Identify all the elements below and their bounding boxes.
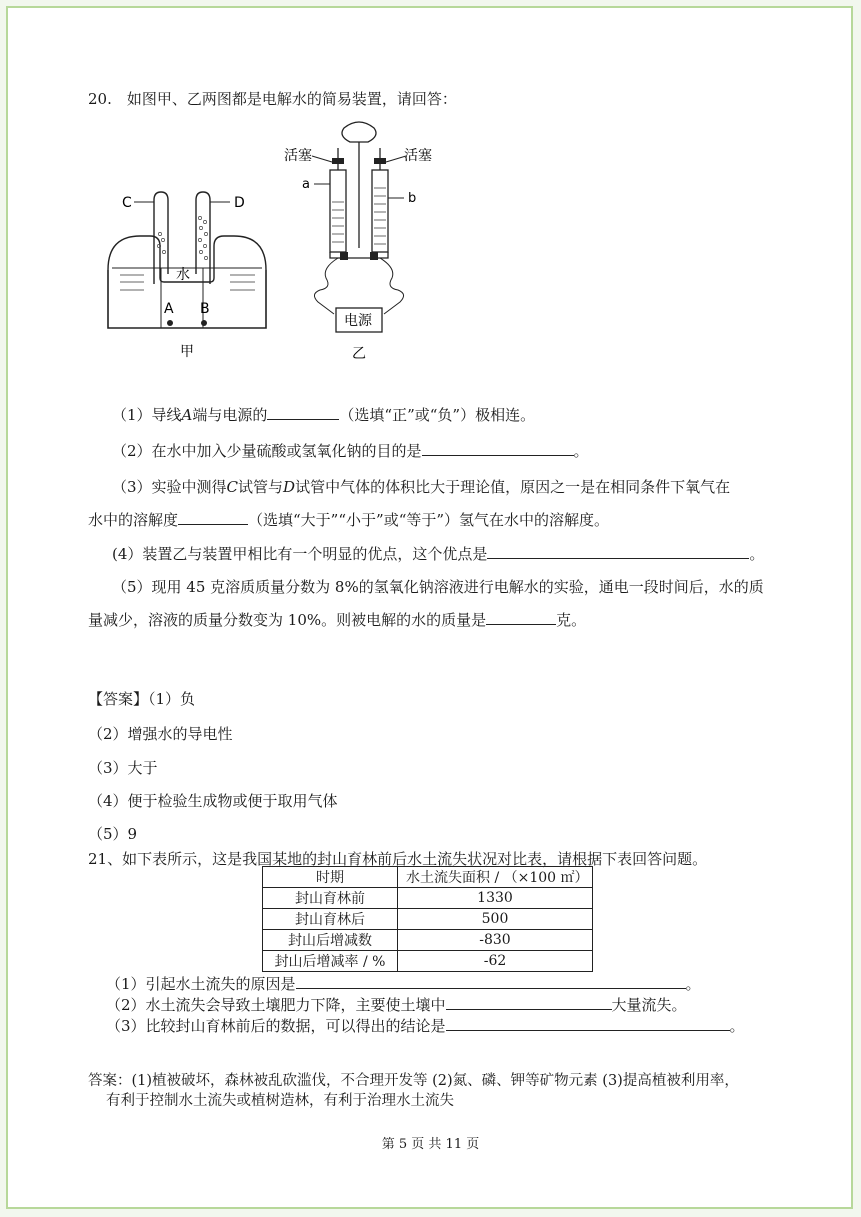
answer-21-line1: 答案：(1)植被破坏，森林被乱砍滥伐，不合理开发等 (2)氮、磷、钾等矿物元素 (3)提高植被利用率，	[88, 1073, 739, 1089]
q20-part3-line1: （3）实验中测得C试管与D试管中气体的体积比大于理论值，原因之一是在相同条件下氧气在	[112, 478, 731, 496]
q20-part2: （2）在水中加入少量硫酸或氢氧化钠的目的是 。	[112, 442, 589, 460]
caption-yi: 乙	[352, 346, 366, 362]
q20-part5-line2: 量减少，溶液的质量分数变为 10%。则被电解的水的质量是 克。	[88, 611, 587, 629]
q21-stem: 21、如下表所示，这是我国某地的封山育林前后水土流失状况对比表，请根据下表回答问题。	[88, 850, 708, 868]
table-cell: -830	[398, 930, 593, 951]
table-header-row	[263, 867, 593, 888]
label-a-small: a	[302, 177, 310, 192]
table-cell: 封山育林前	[263, 888, 398, 909]
answer-blank[interactable]	[422, 454, 574, 456]
soil-erosion-table	[262, 866, 593, 972]
table-cell: 500	[398, 909, 593, 930]
answer-blank[interactable]	[178, 523, 248, 525]
table-cell: 封山后增减率 / %	[263, 951, 398, 972]
answer-20-2: （2）增强水的导电性	[88, 725, 233, 743]
figure-jia	[100, 178, 275, 358]
label-stopcock-left: 活塞	[284, 148, 312, 164]
label-a: A	[164, 301, 174, 317]
table-row	[263, 951, 593, 972]
table-cell: 1330	[398, 888, 593, 909]
q20-part4: (4）装置乙与装置甲相比有一个明显的优点，这个优点是 。	[112, 545, 765, 563]
label-b: B	[200, 301, 210, 317]
label-c: C	[122, 195, 132, 211]
figure-yi	[282, 118, 442, 363]
label-power: 电源	[344, 313, 372, 329]
answer-20-3: （3）大于	[88, 759, 158, 777]
label-d: D	[234, 195, 245, 211]
table-header: 水土流失面积 / （×100 ㎡）	[398, 867, 593, 888]
q20-part1: （1）导线A端与电源的 （选填“正”或“负”）极相连。	[112, 406, 536, 424]
answer-blank[interactable]	[267, 418, 339, 420]
q20-part5-line1: （5）现用 45 克溶质质量分数为 8%的氢氧化钠溶液进行电解水的实验，通电一段时间后，水的质	[112, 578, 764, 596]
answer-20-5: （5）9	[88, 825, 138, 843]
answer-blank[interactable]	[487, 557, 749, 559]
answer-20-1: 【答案】（1）负	[88, 690, 196, 708]
label-stopcock-right: 活塞	[404, 148, 432, 164]
answer-blank[interactable]	[486, 623, 556, 625]
q20-part3-line2: 水中的溶解度 （选填“大于”“小于”或“等于”）氢气在水中的溶解度。	[88, 511, 610, 529]
caption-jia: 甲	[180, 344, 194, 358]
q21-part2: （2）水土流失会导致土壤肥力下降，主要使土壤中 大量流失。	[106, 996, 687, 1014]
table-cell: -62	[398, 951, 593, 972]
table-row	[263, 888, 593, 909]
label-b-small: b	[408, 191, 417, 206]
table-row	[263, 930, 593, 951]
q21-part1: （1）引起水土流失的原因是 。	[106, 975, 701, 993]
answer-21-line2: 有利于控制水土流失或植树造林，有利于治理水土流失	[106, 1093, 454, 1109]
table-cell: 封山后增减数	[263, 930, 398, 951]
page-footer: 第 5 页 共 11 页	[381, 1137, 480, 1152]
answer-blank[interactable]	[296, 987, 686, 989]
answer-blank[interactable]	[446, 1029, 730, 1031]
answer-blank[interactable]	[446, 1008, 612, 1010]
q20-stem: 20. 如图甲、乙两图都是电解水的简易装置，请回答：	[88, 90, 457, 108]
label-water: 水	[176, 267, 190, 283]
table-header: 时期	[263, 867, 398, 888]
table-row	[263, 909, 593, 930]
q21-part3: （3）比较封山育林前后的数据，可以得出的结论是 。	[106, 1017, 745, 1035]
table-cell: 封山育林后	[263, 909, 398, 930]
answer-20-4: （4）便于检验生成物或便于取用气体	[88, 792, 338, 810]
